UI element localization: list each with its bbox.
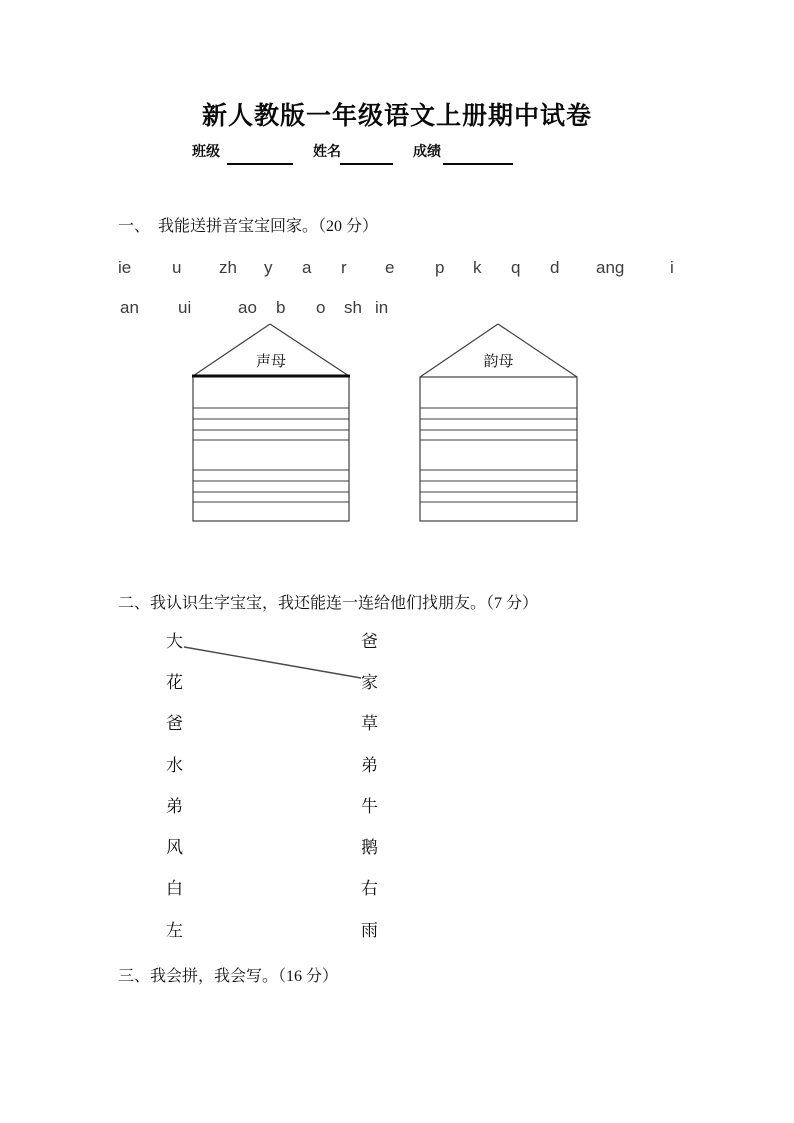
match-left-item: 大	[166, 632, 183, 651]
match-right-item: 家	[361, 673, 378, 692]
pinyin-letter: y	[264, 258, 273, 277]
section1-heading: 一、 我能送拼音宝宝回家。（20 分）	[118, 218, 379, 235]
match-left-item: 花	[166, 673, 183, 692]
match-right-item: 弟	[361, 756, 378, 775]
match-left-item: 风	[166, 838, 183, 857]
pinyin-letter: b	[276, 298, 286, 317]
pinyin-letter: i	[670, 258, 674, 277]
match-left-item: 水	[166, 756, 183, 775]
match-right-item: 爸	[361, 632, 378, 651]
class-label: 班级	[192, 145, 220, 160]
match-right-item: 鹅	[361, 838, 378, 857]
match-right-item: 右	[361, 879, 378, 898]
pinyin-letter: q	[511, 258, 521, 277]
match-right-item: 草	[361, 714, 378, 733]
pinyin-letter: r	[341, 258, 347, 277]
match-connection-line	[180, 643, 366, 685]
match-left-item: 弟	[166, 797, 183, 816]
pinyin-letter: an	[120, 298, 139, 317]
house-shengmu	[192, 322, 350, 522]
pinyin-letter: e	[385, 258, 395, 277]
pinyin-letter: sh	[344, 298, 362, 317]
pinyin-letter: ao	[238, 298, 257, 317]
pinyin-letter: o	[316, 298, 326, 317]
score-blank	[443, 147, 513, 165]
pinyin-letter: k	[473, 258, 482, 277]
house-shengmu-label: 声母	[255, 354, 286, 370]
score-label: 成绩	[413, 145, 441, 160]
pinyin-letter: a	[302, 258, 312, 277]
match-left-item: 左	[166, 921, 183, 940]
pinyin-letter: zh	[219, 258, 237, 277]
match-left-item: 爸	[166, 714, 183, 733]
match-left-item: 白	[166, 879, 183, 898]
pinyin-letter: p	[435, 258, 445, 277]
pinyin-letter: d	[550, 258, 560, 277]
pinyin-letter: ang	[596, 258, 625, 277]
section2-heading: 二、我认识生字宝宝，我还能连一连给他们找朋友。（7 分）	[118, 595, 539, 612]
page-title: 新人教版一年级语文上册期中试卷	[201, 103, 592, 130]
pinyin-letter: u	[172, 258, 182, 277]
house-yunmu-label: 韵母	[483, 354, 514, 370]
pinyin-letter: in	[375, 298, 389, 317]
pinyin-letter: ie	[118, 258, 132, 277]
class-blank	[227, 147, 293, 165]
pinyin-letter: ui	[178, 298, 192, 317]
match-right-item: 雨	[361, 921, 378, 940]
name-label: 姓名	[313, 145, 341, 160]
name-blank	[340, 147, 393, 165]
house-yunmu	[419, 322, 578, 522]
match-right-item: 牛	[361, 797, 378, 816]
section3-heading: 三、我会拼，我会写。（16 分）	[118, 968, 339, 985]
